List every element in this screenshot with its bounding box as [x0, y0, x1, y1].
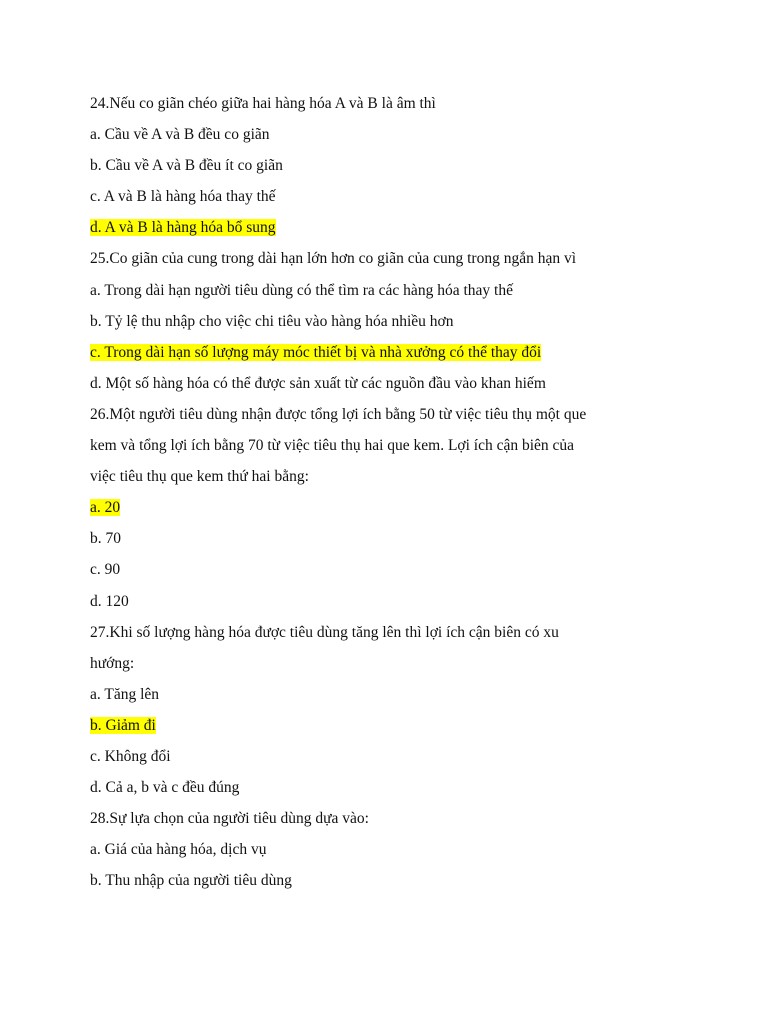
answer-option-d: d. Một số hàng hóa có thể được sản xuất từ các nguồn đầu vào khan hiếm [90, 374, 546, 392]
question-stem-line-3: việc tiêu thụ que kem thứ hai bằng: [90, 468, 309, 486]
question-26 [90, 399, 730, 617]
question-stem: 25.Co giãn của cung trong dài hạn lớn hơn co giãn của cung trong ngắn hạn vì [90, 250, 577, 268]
answer-option-b: b. Tỷ lệ thu nhập cho việc chi tiêu vào hàng hóa nhiều hơn [90, 312, 454, 330]
question-27 [90, 617, 730, 804]
answer-option-d: d. Cả a, b và c đều đúng [90, 779, 240, 797]
question-28 [90, 803, 730, 896]
question-stem-line-1: 26.Một người tiêu dùng nhận được tổng lợi ích bằng 50 từ việc tiêu thụ một que [90, 405, 587, 423]
answer-option-a: a. Trong dài hạn người tiêu dùng có thể tìm ra các hàng hóa thay thế [90, 281, 513, 299]
answer-option-d: d. 120 [90, 592, 129, 610]
answer-option-c: c. 90 [90, 561, 121, 579]
document-page [90, 88, 730, 896]
answer-option-b-highlighted: b. Giảm đi [90, 716, 156, 734]
answer-option-a-highlighted: a. 20 [90, 499, 121, 517]
question-stem: 24.Nếu co giãn chéo giữa hai hàng hóa A và B là âm thì [90, 95, 436, 112]
answer-option-a: a. Giá của hàng hóa, dịch vụ [90, 841, 267, 859]
question-stem-line-1: 27.Khi số lượng hàng hóa được tiêu dùng tăng lên thì lợi ích cận biên có xu [90, 623, 559, 641]
answer-option-a: a. Cầu về A và B đều co giãn [90, 126, 270, 144]
answer-option-c: c. A và B là hàng hóa thay thế [90, 188, 276, 206]
question-stem-line-2: kem và tổng lợi ích bằng 70 từ việc tiêu thụ hai que kem. Lợi ích cận biên của [90, 437, 575, 455]
answer-option-c: c. Không đổi [90, 747, 171, 765]
answer-option-b: b. 70 [90, 530, 121, 548]
answer-option-b: b. Cầu về A và B đều ít co giãn [90, 157, 283, 175]
question-25 [90, 243, 730, 398]
question-24 [90, 88, 730, 243]
answer-option-a: a. Tăng lên [90, 685, 160, 703]
answer-option-d-highlighted: d. A và B là hàng hóa bổ sung [90, 219, 276, 237]
question-stem: 28.Sự lựa chọn của người tiêu dùng dựa vào: [90, 810, 369, 828]
answer-option-c-highlighted: c. Trong dài hạn số lượng máy móc thiết bị và nhà xưởng có thể thay đổi [90, 343, 542, 361]
answer-option-b: b. Thu nhập của người tiêu dùng [90, 872, 292, 890]
question-stem-line-2: hướng: [90, 654, 135, 672]
